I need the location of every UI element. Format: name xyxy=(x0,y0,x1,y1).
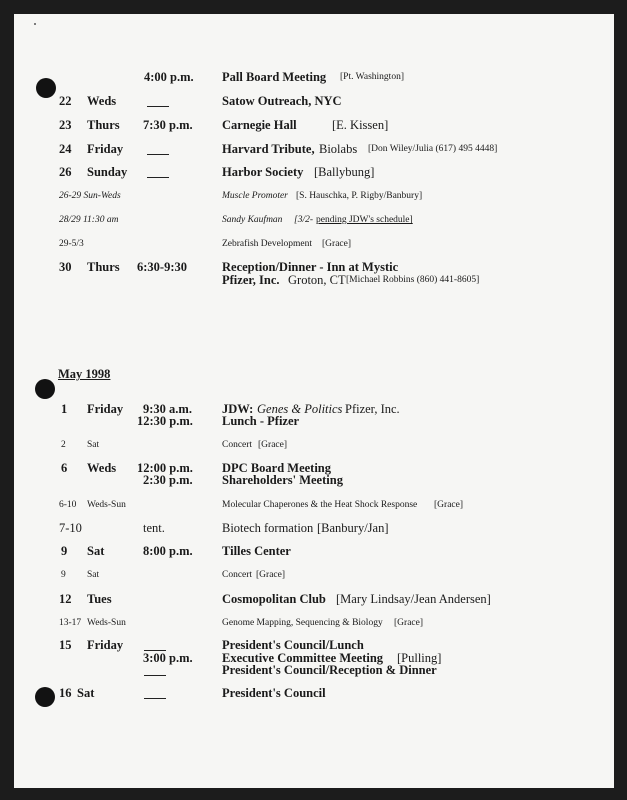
time-6a: 12:00 p.m. xyxy=(137,461,193,475)
day-7-10: 7-10 xyxy=(59,521,82,535)
punch-hole-bottom xyxy=(35,687,55,707)
event-jdw: JDW: xyxy=(222,402,254,416)
weekday-6: Weds xyxy=(87,461,117,475)
weekday-16: Sat xyxy=(77,686,95,700)
event-pall: Pall Board Meeting xyxy=(222,70,327,84)
day-1: 1 xyxy=(61,402,68,416)
time-1b: 12:30 p.m. xyxy=(137,414,193,428)
note-concert-2: [Grace] xyxy=(256,570,286,580)
weekday-2: Sat xyxy=(87,440,100,450)
time-blank-16 xyxy=(144,687,166,703)
day-29-5-3: 29-5/3 xyxy=(59,239,84,249)
weekday-26: Sunday xyxy=(87,165,128,179)
note-concert-1: [Grace] xyxy=(258,440,288,450)
note-muscle: [S. Hauschka, P. Rigby/Banbury] xyxy=(296,191,423,201)
weekday-13-17: Weds-Sun xyxy=(87,618,126,628)
event-concert-2: Concert xyxy=(222,570,253,580)
note-zebrafish: [Grace] xyxy=(322,239,352,249)
weekday-23: Thurs xyxy=(87,118,120,132)
event-jdw-org: Pfizer, Inc. xyxy=(345,402,400,416)
day-23: 23 xyxy=(59,118,72,132)
day-28-29: 28/29 11:30 am xyxy=(59,215,119,225)
note-biotech: [Banbury/Jan] xyxy=(317,521,389,535)
event-exec-committee: Executive Committee Meeting xyxy=(222,651,384,665)
day-6-10: 6-10 xyxy=(59,500,77,510)
day-16: 16 xyxy=(59,686,72,700)
weekday-15: Friday xyxy=(87,638,124,652)
note-reception: [Michael Robbins (860) 441-8605] xyxy=(346,275,480,285)
day-9b: 9 xyxy=(61,570,66,580)
event-harvard: Harvard Tribute, xyxy=(222,142,315,156)
document-page xyxy=(14,14,614,788)
time-blank-26 xyxy=(147,166,169,182)
time-1a: 9:30 a.m. xyxy=(143,402,192,416)
event-biotech: Biotech formation xyxy=(222,521,314,535)
event-genome: Genome Mapping, Sequencing & Biology xyxy=(222,618,383,628)
day-13-17: 13-17 xyxy=(59,618,82,628)
weekday-9b: Sat xyxy=(87,570,100,580)
day-26-29: 26-29 Sun-Weds xyxy=(59,191,121,201)
day-15: 15 xyxy=(59,638,72,652)
day-12: 12 xyxy=(59,592,72,606)
event-satow: Satow Outreach, NYC xyxy=(222,94,342,108)
event-zebrafish: Zebrafish Development xyxy=(222,239,312,249)
event-cosmo: Cosmopolitan Club xyxy=(222,592,326,606)
time-6b: 2:30 p.m. xyxy=(143,473,193,487)
weekday-22: Weds xyxy=(87,94,117,108)
event-pfizer: Pfizer, Inc. xyxy=(222,273,280,287)
note-chaperones: [Grace] xyxy=(434,500,464,510)
time-15b: 3:00 p.m. xyxy=(143,651,193,665)
time-blank-24 xyxy=(147,143,169,159)
note-carnegie: [E. Kissen] xyxy=(332,118,389,132)
day-6: 6 xyxy=(61,461,68,475)
event-council-dinner: President's Council/Reception & Dinner xyxy=(222,663,437,677)
note-pall: [Pt. Washington] xyxy=(340,72,404,82)
note-kaufman: pending JDW's schedule] xyxy=(316,215,413,225)
weekday-9: Sat xyxy=(87,544,105,558)
day-2: 2 xyxy=(61,440,66,450)
day-22: 22 xyxy=(59,94,72,108)
event-muscle: Muscle Promoter xyxy=(222,191,288,201)
day-26: 26 xyxy=(59,165,72,179)
weekday-1: Friday xyxy=(87,402,124,416)
time-9: 8:00 p.m. xyxy=(143,544,193,558)
event-jdw-title: Genes & Politics xyxy=(257,402,343,416)
time-blank-15c xyxy=(144,664,166,680)
note-exec-committee: [Pulling] xyxy=(397,651,442,665)
note-harvard: [Don Wiley/Julia (617) 495 4448] xyxy=(368,144,498,154)
event-harvard-venue: Biolabs xyxy=(319,142,358,156)
event-reception: Reception/Dinner - Inn at Mystic xyxy=(222,260,399,274)
day-24: 24 xyxy=(59,142,72,156)
note-cosmo: [Mary Lindsay/Jean Andersen] xyxy=(336,592,491,606)
weekday-30: Thurs xyxy=(87,260,120,274)
event-kaufman: Sandy Kaufman xyxy=(222,215,283,225)
event-chaperones: Molecular Chaperones & the Heat Shock Response xyxy=(222,500,418,510)
punch-hole-middle xyxy=(35,379,55,399)
event-council-16: President's Council xyxy=(222,686,326,700)
punch-hole-top xyxy=(36,78,56,98)
weekday-6-10: Weds-Sun xyxy=(87,500,126,510)
event-shareholders: Shareholders' Meeting xyxy=(222,473,343,487)
day-9: 9 xyxy=(61,544,68,558)
event-dpc: DPC Board Meeting xyxy=(222,461,332,475)
month-heading: May 1998 xyxy=(58,367,111,381)
event-carnegie: Carnegie Hall xyxy=(222,118,297,132)
event-council-lunch: President's Council/Lunch xyxy=(222,638,364,652)
note-harbor: [Ballybung] xyxy=(314,165,375,179)
weekday-12: Tues xyxy=(87,592,112,606)
event-lunch-pfizer: Lunch - Pfizer xyxy=(222,414,300,428)
time-23: 7:30 p.m. xyxy=(143,118,193,132)
event-concert-1: Concert xyxy=(222,440,253,450)
event-harbor: Harbor Society xyxy=(222,165,304,179)
event-tilles: Tilles Center xyxy=(222,544,291,558)
time-7-10: tent. xyxy=(143,521,165,535)
time-30: 6:30-9:30 xyxy=(137,260,187,274)
day-30: 30 xyxy=(59,260,72,274)
time-blank-22 xyxy=(147,95,169,111)
weekday-24: Friday xyxy=(87,142,124,156)
note-kaufman-prefix: [3/2- xyxy=(294,215,313,225)
note-genome: [Grace] xyxy=(394,618,424,628)
time-pall: 4:00 p.m. xyxy=(144,70,194,84)
event-pfizer-place: Groton, CT xyxy=(288,273,346,287)
speck xyxy=(34,23,36,25)
